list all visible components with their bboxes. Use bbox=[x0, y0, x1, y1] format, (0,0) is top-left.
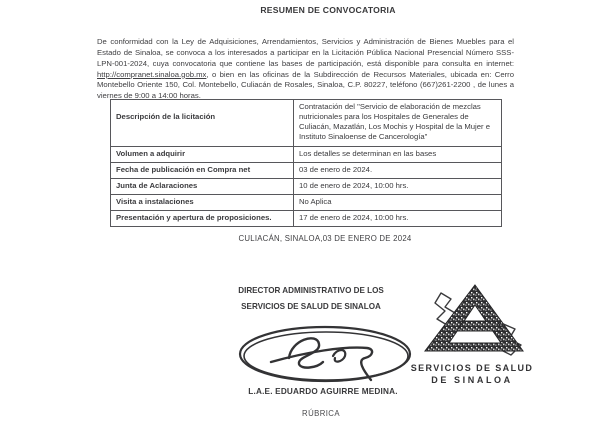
row-label: Fecha de publicación en Compra net bbox=[111, 162, 294, 178]
row-value: 10 de enero de 2024, 10:00 hrs. bbox=[294, 178, 502, 194]
sinaloa-health-logo-icon bbox=[405, 281, 539, 361]
stamp-text-line2: DE SINALOA bbox=[431, 375, 513, 385]
official-stamp bbox=[390, 281, 554, 385]
intro-text-after-url: , o bien en las oficinas de la Subdirección de Recursos Materiales, ubicada en: Cerro Montebello Oriente 150, Col. Montebello, Culiacán de Rosales, Sinaloa, C.P. 80227, teléfono (667)261-2200 , de lunes a viernes de 9:00 a 14:00 horas. bbox=[97, 69, 514, 101]
row-label: Junta de Aclaraciones bbox=[111, 178, 294, 194]
intro-text-before-url: De conformidad con la Ley de Adquisiciones, Arrendamientos, Servicios y Administración de Bienes Muebles para el Estado de Sinaloa, se convoca a los interesados a participar en la Licitación Pública Nacional Presencial Número SSS-LPN-001-2024, cuya convocatoria que contiene las bases de participación, está disponible para consulta en internet: bbox=[97, 36, 514, 68]
row-label: Visita a instalaciones bbox=[111, 195, 294, 211]
handwritten-signature-icon bbox=[233, 318, 413, 388]
table-row bbox=[111, 178, 502, 194]
signatory-title-line2: SERVICIOS DE SALUD DE SINALOA bbox=[241, 301, 381, 311]
table-row bbox=[111, 146, 502, 162]
table-row bbox=[111, 195, 502, 211]
row-value: 17 de enero de 2024, 10:00 hrs. bbox=[294, 211, 502, 227]
compranet-url: http://compranet.sinaloa.gob.mx bbox=[97, 69, 207, 79]
row-label: Volumen a adquirir bbox=[111, 146, 294, 162]
row-label: Presentación y apertura de proposiciones. bbox=[111, 211, 294, 227]
document-title: RESUMEN DE CONVOCATORIA bbox=[260, 5, 396, 15]
signatory-name: L.A.E. EDUARDO AGUIRRE MEDINA. bbox=[248, 387, 398, 396]
intro-paragraph bbox=[97, 37, 514, 103]
table-row bbox=[111, 100, 502, 147]
table-row bbox=[111, 162, 502, 178]
row-value: 03 de enero de 2024. bbox=[294, 162, 502, 178]
row-value: Contratación del "Servicio de elaboración de mezclas nutricionales para los Hospitales de Generales de Culiacán, Mazatlán, Los Mochis y Hospital de la Mujer e Instituto Sinaloense de Cancerología" bbox=[294, 100, 502, 147]
rubric-label: RÚBRICA bbox=[302, 409, 340, 418]
signatory-title-line1: DIRECTOR ADMINISTRATIVO DE LOS bbox=[238, 286, 384, 295]
stamp-text-line1: SERVICIOS DE SALUD bbox=[410, 363, 534, 373]
table-row bbox=[111, 211, 502, 227]
row-value: Los detalles se determinan en las bases bbox=[294, 146, 502, 162]
bidding-details-table bbox=[110, 99, 502, 227]
dateline: CULIACÁN, SINALOA,03 DE ENERO DE 2024 bbox=[238, 234, 412, 243]
row-value: No Aplica bbox=[294, 195, 502, 211]
row-label: Descripción de la licitación bbox=[111, 100, 294, 147]
